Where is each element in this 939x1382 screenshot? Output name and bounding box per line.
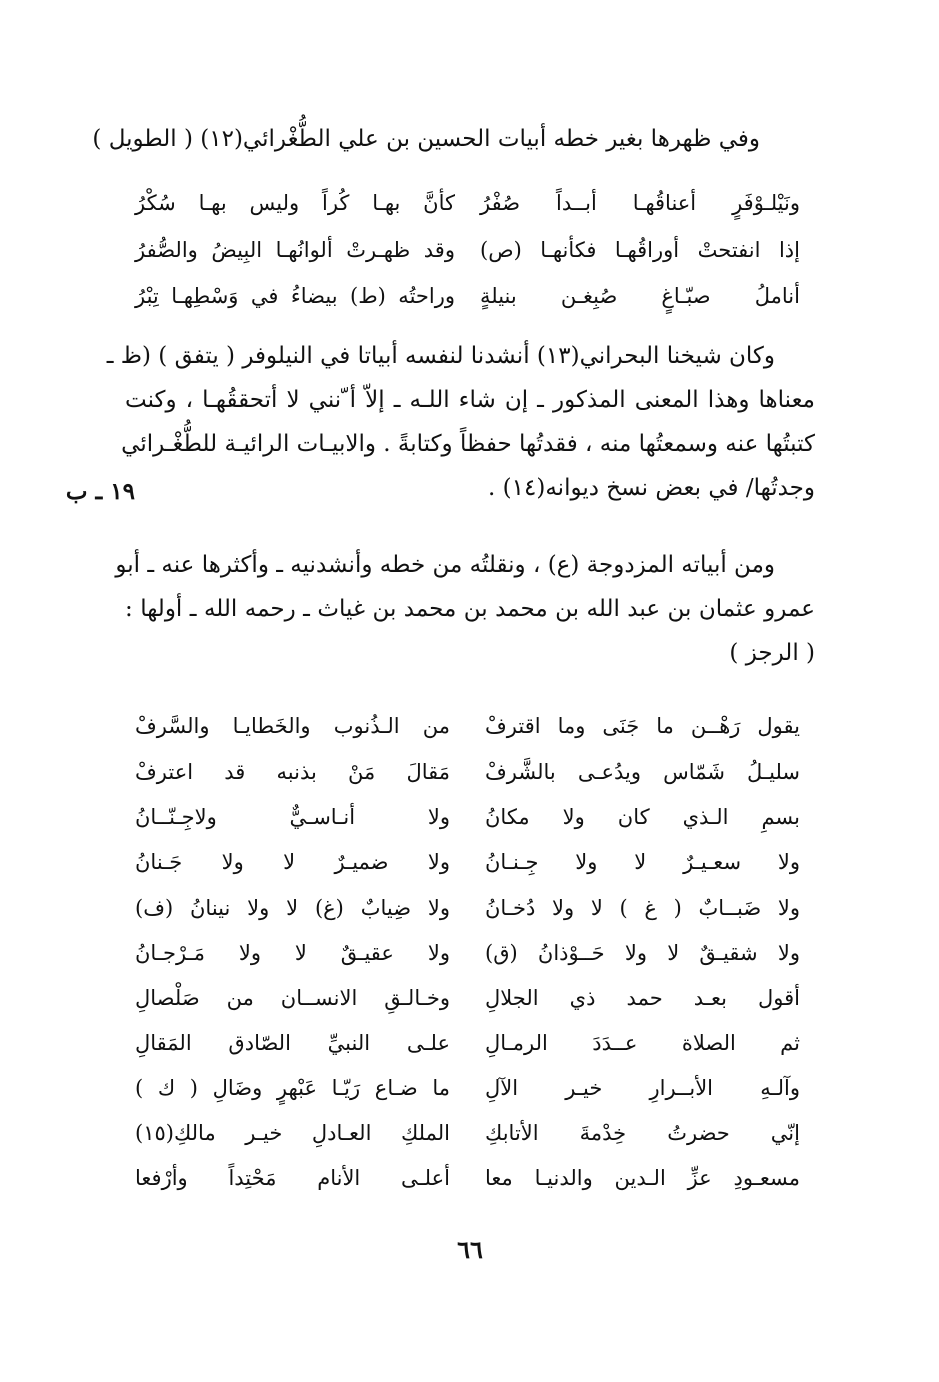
verse-first-hemistich: ولا ضَبــابٌ ( غ ) لا ولا دُخـانُ [485,896,800,920]
paragraph-line: وكان شيخنا البحراني(١٣) أنشدنا لنفسه أبياتا في النيلوفر ( يتفق ) (ظ ـ [106,343,775,369]
verse-second-hemistich: الملكِ العـادلِ خيـر مالكِ(١٥) [135,1121,450,1145]
section-heading: وفي ظهرها بغير خطه أبيات الحسين بن علي الطُّغْرائي(١٢) ( الطويل ) [92,126,760,152]
paragraph-line: كتبتُها عنه وسمعتُها منه ، فقدتُها حفظاً وكتابةً . والابيـات الرائيـة للطُّغْـرائي [121,431,815,457]
verse-line [135,1158,800,1198]
verse-second-hemistich: ولا ضميـرٌ لا ولا جَـنانُ [135,850,450,874]
verse-second-hemistich: ولا عقيـقٌ لا ولا مَـرْجـانُ [135,941,450,965]
verse-first-hemistich: ولا شقيـقٌ لا ولا حَــوْذانُ (ق) [485,941,800,965]
verse-line [135,1023,800,1063]
verse-first-hemistich: إنّي حضرتُ خِدْمةَ الأتابكِ [485,1121,800,1145]
verse-first-hemistich: إذا انفتحتْ أوراقُهـا فكأنهـا (ص) [480,238,800,262]
verse-line [135,183,800,223]
verse-second-hemistich: وقد ظهـرتْ ألوانُهـا البِيضُ والصُّفرُ [135,238,455,262]
verse-first-hemistich: سليـلُ شَمّاس ويدُعـى بالشَّرفْ [485,760,800,784]
verse-line [135,888,800,928]
verse-first-hemistich: أناملُ صبّـاغٍ صُبِغـن بنيلةٍ [480,284,800,308]
verse-line [135,752,800,792]
verse-line [135,978,800,1018]
verse-second-hemistich: كأنَّ بهـا كُراً وليس بهـا سُكْرُ [135,191,455,215]
verse-first-hemistich: مسعـودِ عزِّ الـدين والدنيـا معا [485,1166,800,1190]
margin-folio-note: ١٩ ـ ب [65,478,135,505]
verse-second-hemistich: علـى النبيِّ الصّادق المَقالِ [135,1031,450,1055]
paragraph-line: ومن أبياته المزدوجة (ع) ، ونقلتُه من خطه وأنشدنيه ـ وأكثرها عنه ـ أبو [115,552,775,578]
verse-first-hemistich: بسمِ الـذي كان ولا مكانُ [485,805,800,829]
verse-line [135,230,800,270]
verse-first-hemistich: ولا سعـيـرٌ لا ولا جِـنـانُ [485,850,800,874]
paragraph-muzdawija [115,543,815,675]
verse-line [135,276,800,316]
verse-first-hemistich: يقول رَهْــن ما جَنَى وما اقترفْ [485,714,800,738]
verse-second-hemistich: وخـالـقِ الانســان من صَلْصالِ [135,986,450,1010]
verse-line [135,933,800,973]
verse-first-hemistich: أقول بعـد حمد ذي الجلالِ [485,986,800,1010]
verse-second-hemistich: من الـذُنوب والخَطايـا والسَّرفْ [135,714,450,738]
verse-line [135,1068,800,1108]
verse-second-hemistich: ولا ضِيابٌ (غ) لا ولا نينانُ (ف) [135,896,450,920]
verse-second-hemistich: وراحتُه (ط) بيضاءُ في وَسْطِهـا تِبْرُ [135,284,455,308]
verse-second-hemistich: مَقالَ مَنْ بذنبه قد اعترفْ [135,760,450,784]
verse-line [135,797,800,837]
paragraph-line: ( الرجز ) [729,640,815,666]
verse-first-hemistich: وآلـهِ الأبــرارِ خيـر الآلِ [485,1076,800,1100]
verse-second-hemistich: أعلـى الأنام مَحْتِداً وأرْفعا [135,1166,450,1190]
paragraph-line: معناها وهذا المعنى المذكور ـ إن شاء اللـه ـ إلاّ أ ّنني لا أتحققُهـا ، وكنت [125,387,815,413]
verse-first-hemistich: ثم الصلاة عــدَدَ الرمـالِ [485,1031,800,1055]
verse-line [135,706,800,746]
verse-second-hemistich: ولا أنـاسـيٌّ ولاجِـنّــانُ [135,805,450,829]
paragraph-nilufar [106,334,815,510]
verse-second-hemistich: ما ضـاع رَيّـا عَبْهرٍ وضَالِ ( ك ) [135,1076,450,1100]
verse-line [135,1113,800,1153]
page-number: ٦٦ [457,1235,483,1264]
paragraph-line: وجدتُها/ في بعض نسخ ديوانه(١٤) . [488,475,815,501]
verse-line [135,842,800,882]
paragraph-line: عمرو عثمان بن عبد الله بن محمد بن محمد بن غياث ـ رحمه الله ـ أولها : [125,596,815,622]
verse-first-hemistich: ونَيْلـوْفَرٍ أعناقُهـا أبــداً صُفْرُ [480,191,800,215]
